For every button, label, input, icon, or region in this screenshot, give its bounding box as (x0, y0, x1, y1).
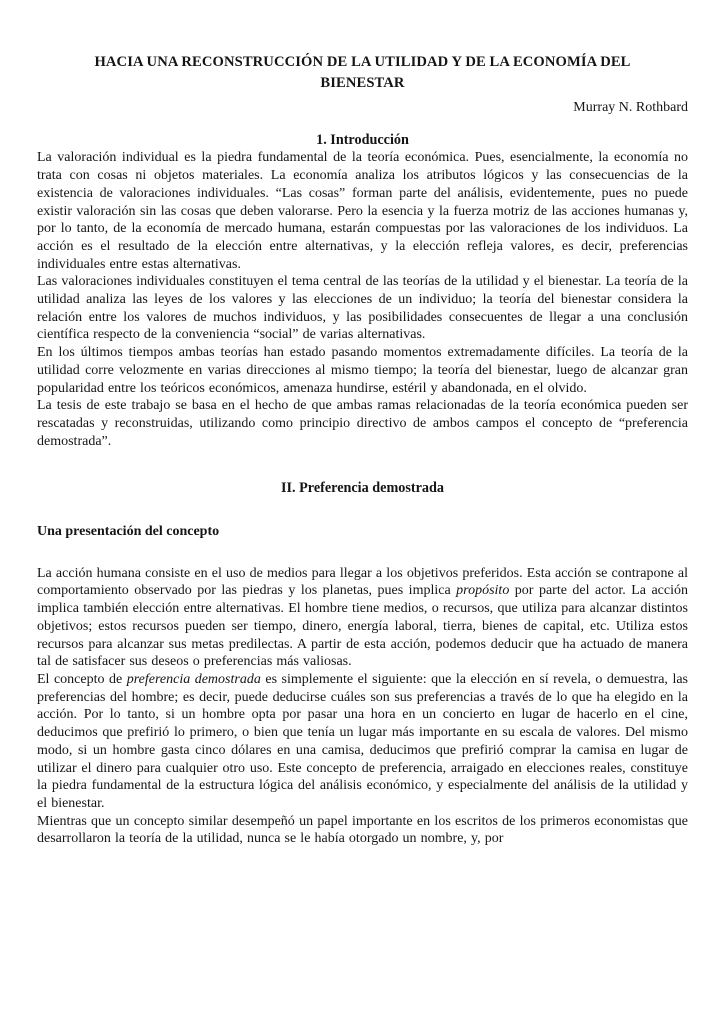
intro-paragraph-1: La valoración individual es la piedra fundamental de la teoría económica. Pues, esencialmente, la economía no trata con cosas ni objetos materiales. La economía analiza los atributos lógicos y las consecuencias de la existencia de valoraciones individuales. “Las cosas” forman parte del análisis, evidentemente, pues no puede existir valoración sin las cosas que deben valorarse. Pero la esencia y la fuerza motriz de las acciones humanas y, por lo tanto, de la economía de mercado humana, estarán compuestas por las valoraciones de los individuos. La acción es el resultado de la elección entre alternativas, y la elección refleja valores, es decir, preferencias individuales entre estas alternativas. (37, 150, 688, 272)
section-1-heading: 1. Introducción (316, 131, 409, 148)
concept-paragraph-3: Mientras que un concepto similar desempeñó un papel importante en los escritos de los primeros economistas que desarrollaron la teoría de la utilidad, nunca se le había otorgado un nombre, y, por (37, 813, 688, 847)
section-2-heading: II. Preferencia demostrada (281, 480, 444, 497)
subsection-heading: Una presentación del concepto (37, 524, 220, 540)
intro-paragraph-4: La tesis de este trabajo se basa en el hecho de que ambas ramas relacionadas de la teoría económica pueden ser rescatadas y reconstruidas, utilizando como principio directivo de ambos campos el concepto de “preferencia demostrada”. (37, 398, 688, 449)
concept-paragraph-2: El concepto de preferencia demostrada es simplemente el siguiente: que la elección en sí revela, o demuestra, las preferencias del hombre; es decir, puede deducirse cuáles son sus preferencias a través de lo que ha elegido en la acción. Por lo tanto, si un hombre opta por pasar una hora en un concierto en lugar de hacerlo en el cine, deducimos que prefirió lo primero, o bien que tenía un lugar más importante en su escala de valores. Del mismo modo, si un hombre gasta cinco dólares en una camisa, deducimos que prefirió comprar la camisa en lugar de utilizar el dinero para cualquier otro uso. Este concepto de preferencia, arraigado en elecciones reales, constituye la piedra fundamental de la estructura lógica del análisis económico, y especialmente del análisis de la utilidad y el bienestar. (37, 671, 688, 811)
document-title: HACIA UNA RECONSTRUCCIÓN DE LA UTILIDAD Y DE LA ECONOMÍA DEL BIENESTAR (94, 54, 631, 91)
intro-paragraph-2: Las valoraciones individuales constituyen el tema central de las teorías de la utilidad y el bienestar. La teoría de la utilidad analiza las leyes de los valores y las elecciones de un individuo; la teoría del bienestar considera la relación entre los valores de muchos individuos, y las posibilidades consecuentes de llegar a una conclusión científica respecto de la conveniencia “social” de varias alternativas. (37, 274, 688, 343)
concept-paragraph-1: La acción humana consiste en el uso de medios para llegar a los objetivos preferidos. Esta acción se contrapone al comportamiento observado por las piedras y los planetas, pues implica propósito por parte del actor. La acción implica también elección entre alternativas. El hombre tiene medios, o recursos, que utiliza para alcanzar distintos objetivos; estos recursos pueden ser tiempo, dinero, energía laboral, tierra, bienes de capital, etc. Utiliza estos recursos para alcanzar sus metas predilectas. A partir de esta acción, podemos deducir que ha actuado de manera tal de satisfacer sus deseos o preferencias más valiosas. (37, 565, 688, 670)
intro-paragraph-3: En los últimos tiempos ambas teorías han estado pasando momentos extremadamente difíciles. La teoría de la utilidad corre velozmente en varias direcciones al mismo tiempo; la teoría del bienestar, luego de alcanzar gran popularidad entre los teóricos económicos, amenaza hundirse, estéril y abandonada, en el olvido. (37, 345, 688, 396)
author-byline: Murray N. Rothbard (573, 100, 688, 115)
